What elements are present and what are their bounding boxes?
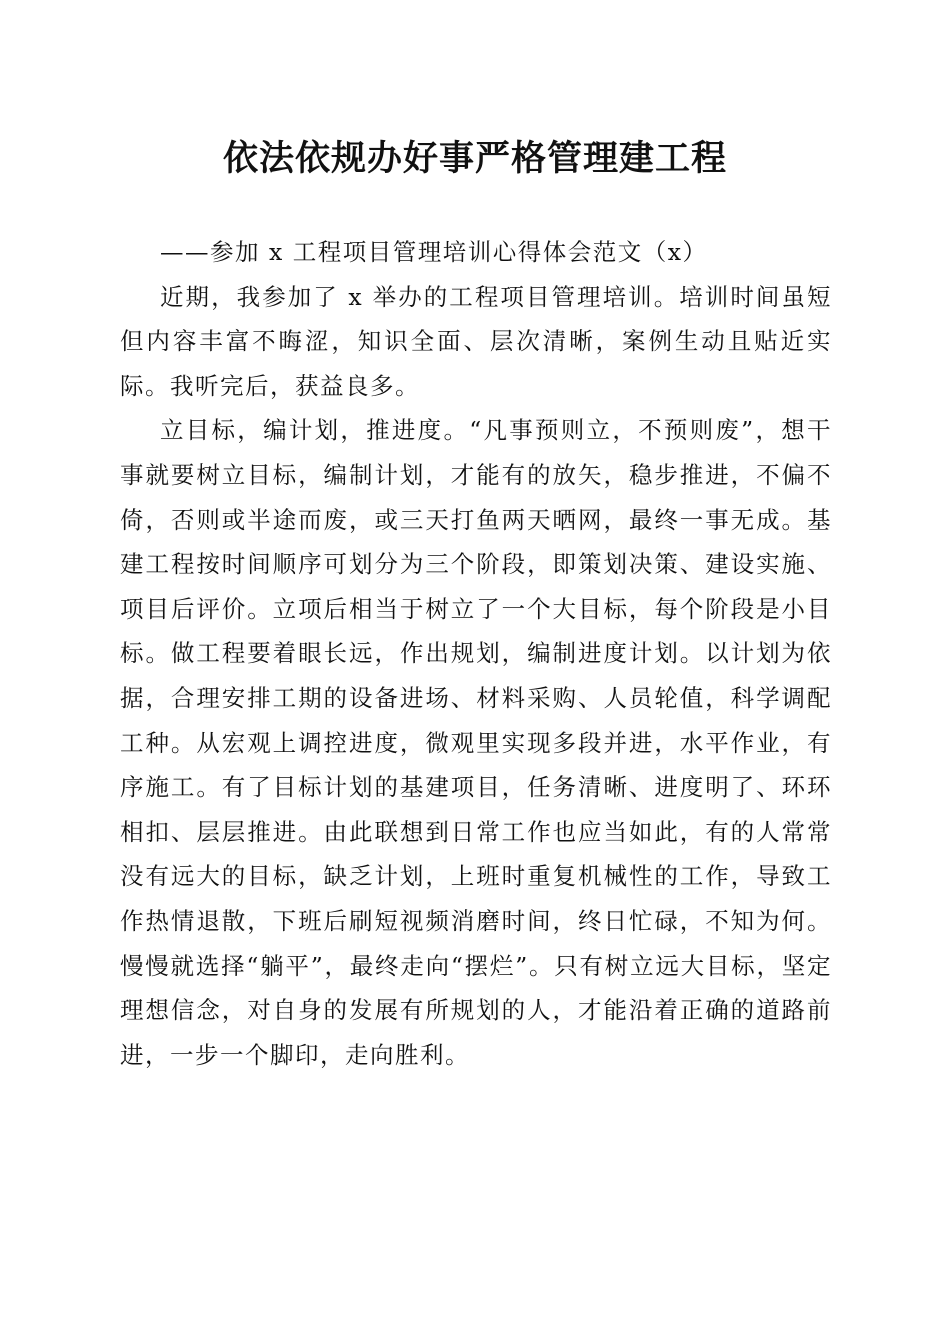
document-title: 依法依规办好事严格管理建工程 [222,138,727,179]
document-subtitle: ——参加 x 工程项目管理培训心得体会范文（x） [160,238,708,266]
paragraph-goals-plans: 立目标，编计划，推进度。“凡事预则立，不预则废”，想干事就要树立目标，编制计划，才能有的放矢，稳步推进，不偏不倚，否则或半途而废，或三天打鱼两天晒网，最终一事无成。基建工程按时间顺序可划分为三个阶段，即策划决策、建设实施、项目后评价。立项后相当于树立了一个大目标，每个阶段是小目标。做工程要着眼长远，作出规划，编制进度计划。以计划为依据，合理安排工期的设备进场、材料采购、人员轮值，科学调配工种。从宏观上调控进度，微观里实现多段并进，水平作业，有序施工。有了目标计划的基建项目，任务清晰、进度明了、环环相扣、层层推进。由此联想到日常工作也应当如此，有的人常常没有远大的目标，缺乏计划，上班时重复机械性的工作，导致工作热情退散，下班后刷短视频消磨时间，终日忙碌，不知为何。慢慢就选择“躺平”，最终走向“摆烂”。只有树立远大目标，坚定理想信念，对自身的发展有所规划的人，才能沿着正确的道路前进，一步一个脚印，走向胜利。 [120,416,832,1069]
paragraph-intro: 近期，我参加了 x 举办的工程项目管理培训。培训时间虽短但内容丰富不晦涩，知识全面、层次清晰，案例生动且贴近实际。我听完后，获益良多。 [120,282,832,400]
document-body [120,230,832,1077]
